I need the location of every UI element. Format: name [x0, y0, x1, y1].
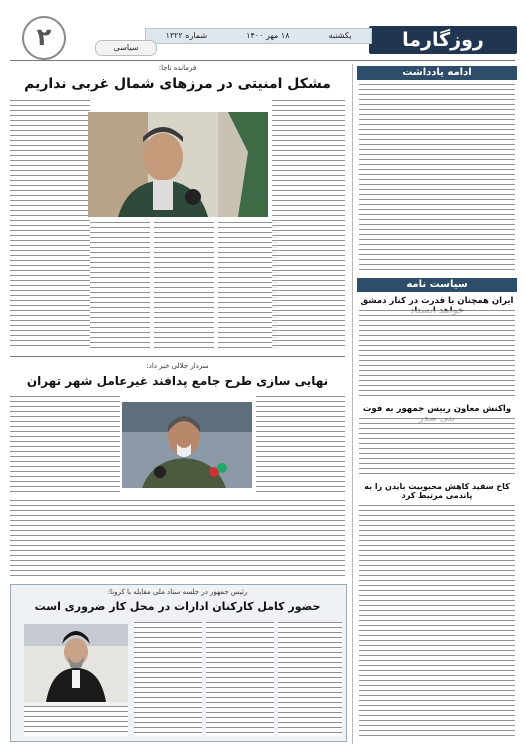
column-divider — [352, 64, 353, 744]
newspaper-header — [0, 0, 525, 64]
day-label: یکشنبه — [328, 31, 352, 40]
article2-column-right — [256, 396, 345, 496]
opinion-header: ادامه یادداشت — [357, 66, 517, 80]
date-bar — [145, 28, 372, 44]
article3-photo — [24, 624, 128, 702]
article2-kicker: سردار جلالی خبر داد: — [146, 362, 209, 370]
header-divider — [10, 60, 515, 61]
article2-headline: نهایی سازی طرح جامع پدافند غیرعامل شهر تهران — [26, 374, 329, 388]
article1-headline: مشکل امنیتی در مرزهای شمال غربی نداریم — [24, 76, 331, 92]
article2-body-lower — [10, 500, 345, 580]
article-divider — [10, 356, 345, 357]
article2-column-left — [10, 396, 120, 496]
page-number: ۲ — [22, 16, 66, 60]
date-label: ۱۸ مهر ۱۴۰۰ — [246, 31, 290, 40]
article1-photo — [88, 112, 268, 217]
sidebar-item-3-text — [359, 505, 515, 740]
article1-column-2 — [90, 222, 150, 350]
section-label: سیاسی — [95, 40, 157, 56]
sidebar-item-3-title: کاخ سفید کاهش محبوبیت بایدن را به پاندمی مرتبط کرد — [364, 482, 510, 500]
article3-kicker: رئیس جمهور در جلسه ستاد ملی مقابله با کرونا: — [107, 588, 248, 596]
article3-headline: حضور کامل کارکنان ادارات در محل کار ضروری است — [34, 600, 321, 613]
article3-column-3 — [278, 622, 342, 736]
newspaper-logo: روزگارما — [369, 26, 517, 54]
sidebar-item-2-text — [359, 418, 515, 478]
article1-kicker: فرمانده ناجا: — [158, 64, 197, 72]
article1-column-4 — [218, 222, 278, 350]
article1-column-3 — [154, 222, 214, 350]
issue-label: شماره ۱۳۲۲ — [165, 31, 208, 40]
opinion-text — [359, 84, 515, 274]
article3-caption — [24, 706, 128, 736]
article2-photo — [122, 402, 252, 488]
news-header: سیاست نامه — [357, 278, 517, 292]
sidebar-item-2-title: واکنش معاون رییس جمهور به فوت — [362, 404, 512, 414]
sidebar-item-1-title: ایران همچنان با قدرت در کنار دمشق — [360, 296, 514, 306]
article3-column-2 — [206, 622, 274, 736]
article3-column-1 — [134, 622, 202, 736]
sidebar-item-1-text — [359, 310, 515, 400]
article1-column-right — [272, 100, 345, 350]
article1-column-left — [10, 100, 90, 350]
